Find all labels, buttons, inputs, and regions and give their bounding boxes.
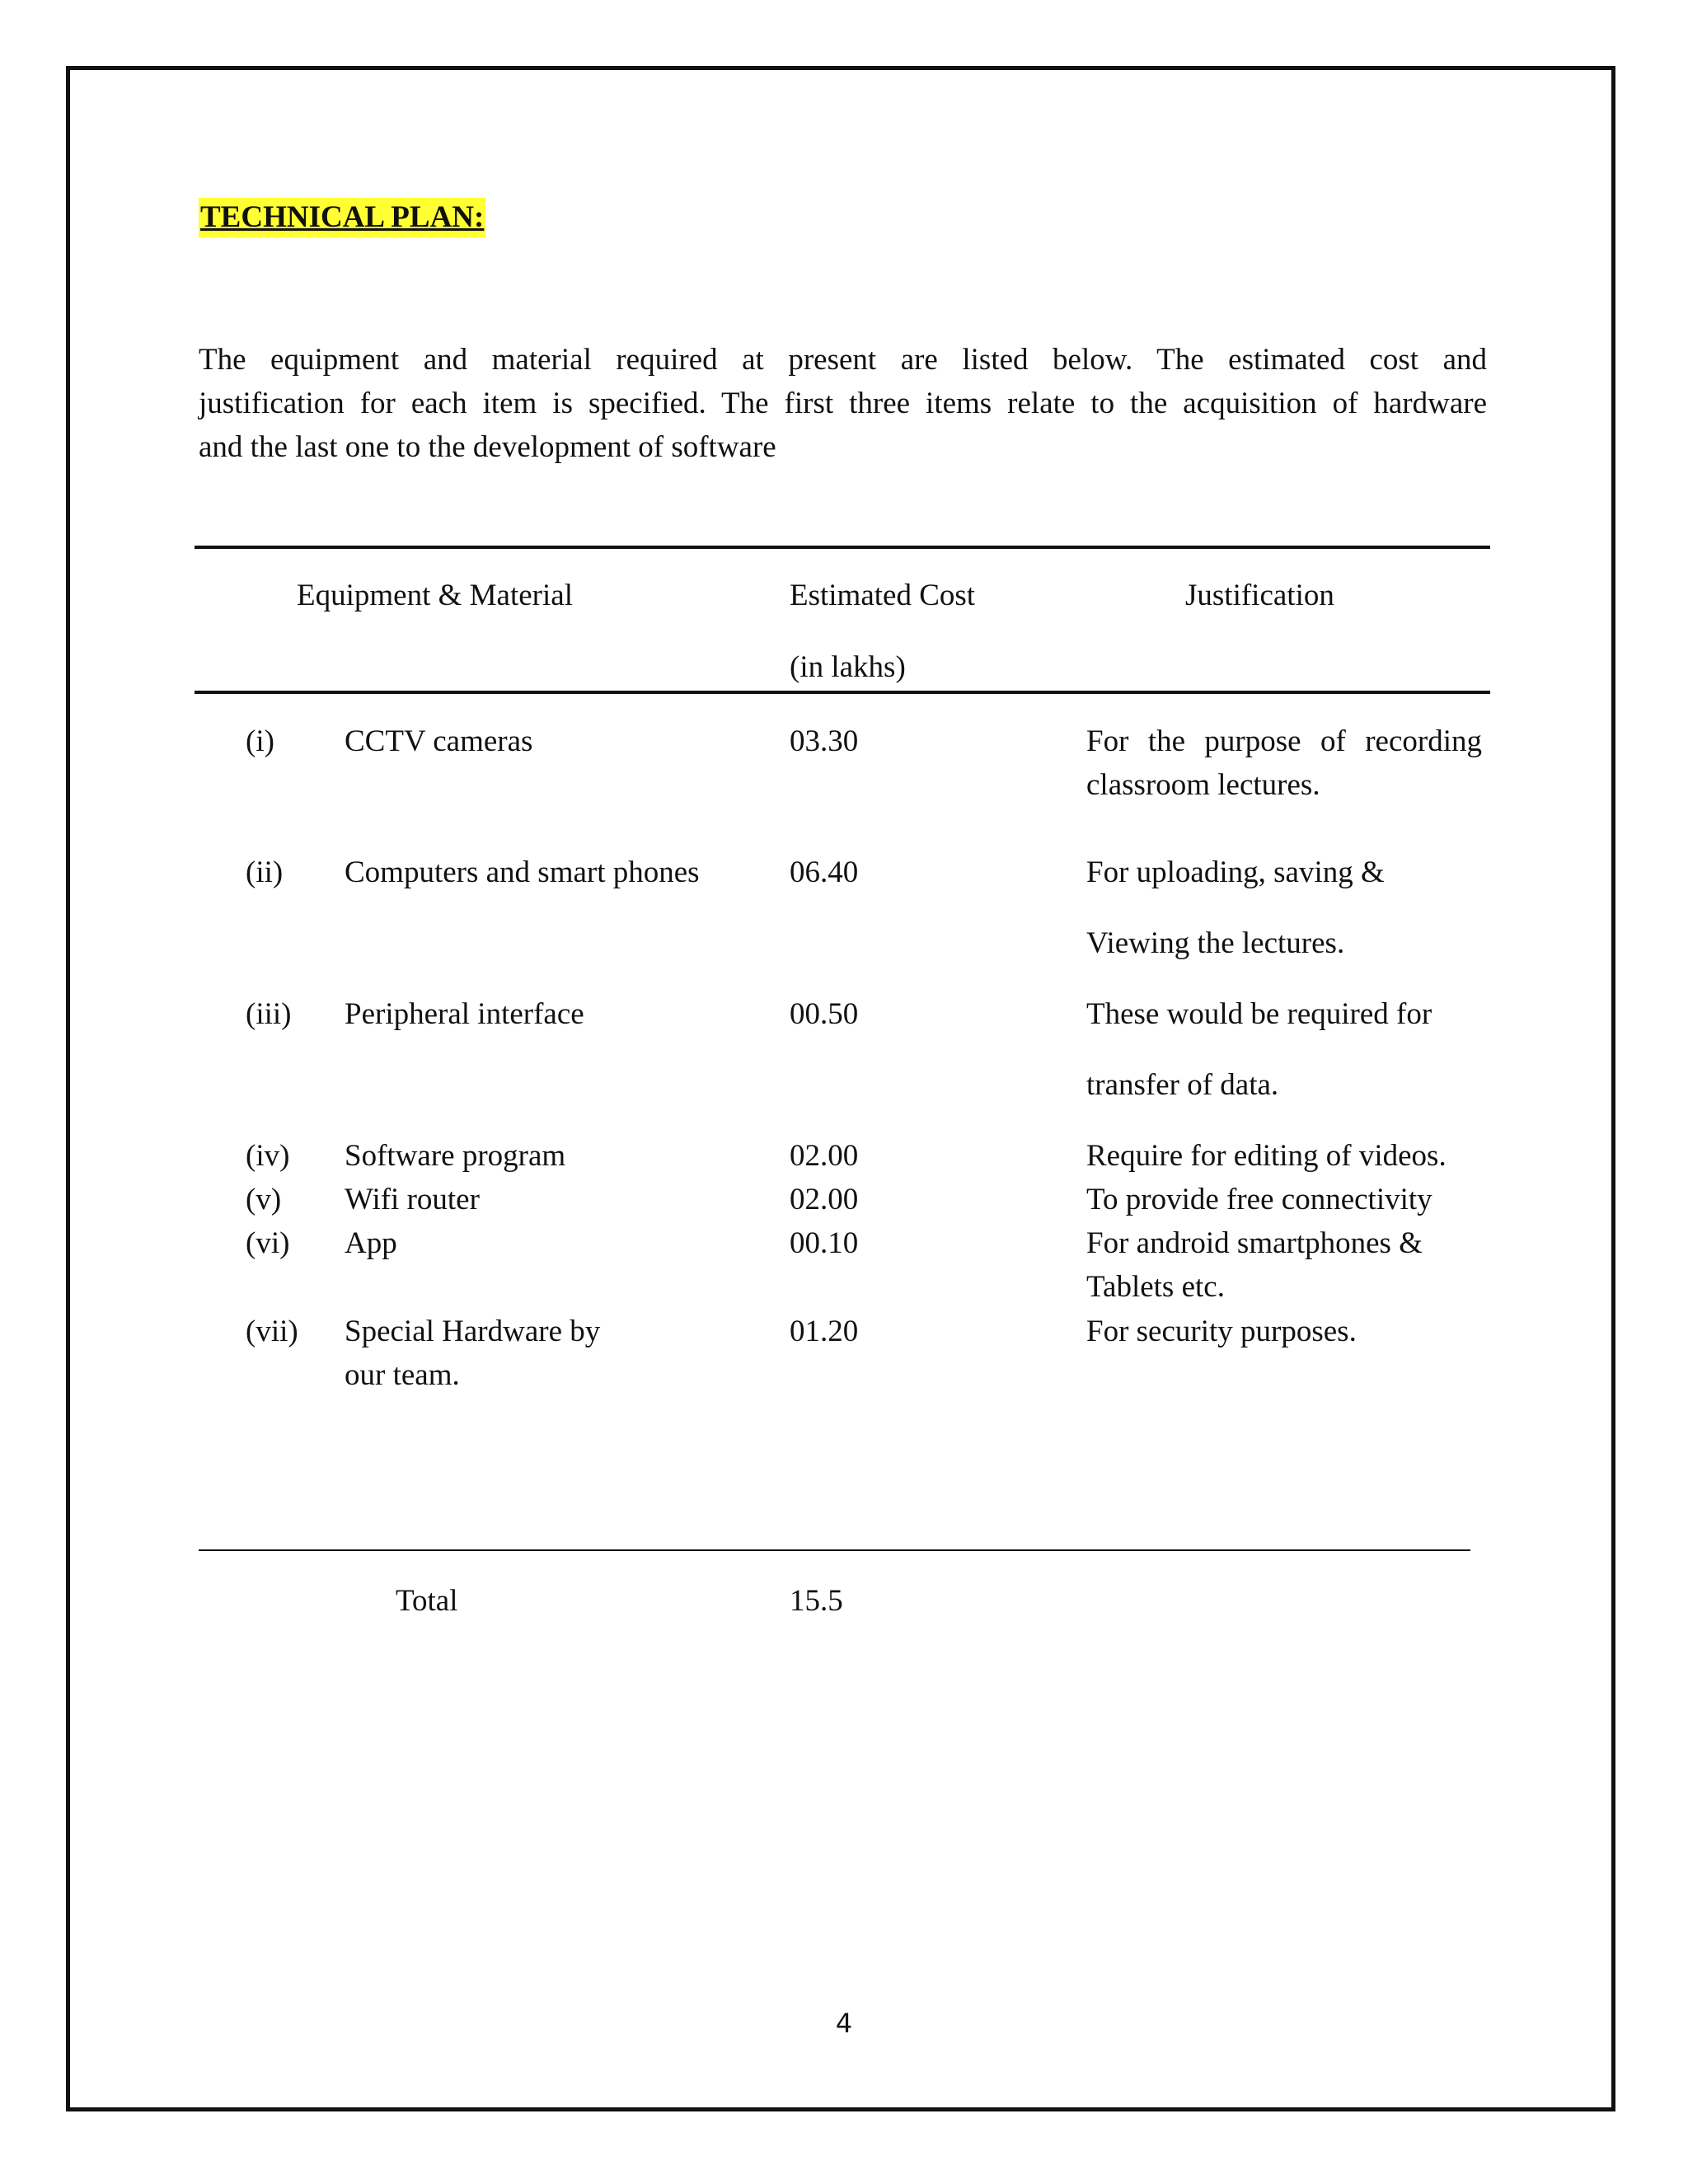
row-number: (iii): [246, 997, 292, 1031]
row-item: App: [345, 1226, 397, 1260]
row-justification: classroom lectures.: [1086, 768, 1320, 802]
row-number: (vi): [246, 1226, 290, 1260]
intro-line-1: The equipment and material required at present are listed below. The estimated cost and: [199, 343, 1487, 377]
header-equipment: Equipment & Material: [297, 579, 573, 612]
header-cost: Estimated Cost: [790, 579, 976, 612]
total-value: 15.5: [790, 1584, 843, 1618]
row-cost: 03.30: [790, 724, 859, 758]
row-cost: 00.10: [790, 1226, 859, 1260]
row-item: Peripheral interface: [345, 997, 584, 1031]
table-top-rule: [195, 546, 1490, 549]
row-cost: 00.50: [790, 997, 859, 1031]
intro-line-2: justification for each item is specified. The first three items relate to the acquisition of hardware: [199, 387, 1487, 420]
table-header-rule: [195, 691, 1490, 694]
row-justification: For security purposes.: [1086, 1315, 1357, 1348]
total-rule: [199, 1549, 1470, 1551]
page-number: 4: [835, 2008, 853, 2039]
row-number: (vii): [246, 1315, 298, 1348]
total-label: Total: [396, 1584, 458, 1618]
row-number: (v): [246, 1183, 282, 1216]
row-justification: These would be required for: [1086, 997, 1432, 1031]
row-cost: 02.00: [790, 1139, 859, 1173]
row-item: Wifi router: [345, 1183, 480, 1216]
section-heading: TECHNICAL PLAN:: [199, 198, 485, 237]
row-justification: transfer of data.: [1086, 1068, 1279, 1102]
row-justification: For android smartphones &: [1086, 1226, 1423, 1260]
row-cost: 02.00: [790, 1183, 859, 1216]
row-item: our team.: [345, 1358, 460, 1392]
row-cost: 01.20: [790, 1315, 859, 1348]
row-justification: For the purpose of recording: [1086, 724, 1482, 758]
row-number: (i): [246, 724, 274, 758]
row-cost: 06.40: [790, 855, 859, 889]
row-item: Special Hardware by: [345, 1315, 601, 1348]
row-justification: Tablets etc.: [1086, 1270, 1225, 1304]
row-number: (ii): [246, 855, 284, 889]
row-justification: Viewing the lectures.: [1086, 926, 1345, 960]
intro-paragraph: [199, 338, 1487, 469]
row-item: Software program: [345, 1139, 566, 1173]
row-justification: For uploading, saving &: [1086, 855, 1385, 889]
header-justification: Justification: [1185, 579, 1334, 612]
row-item: CCTV cameras: [345, 724, 533, 758]
row-justification: To provide free connectivity: [1086, 1183, 1432, 1216]
row-number: (iv): [246, 1139, 290, 1173]
row-item: Computers and smart phones: [345, 855, 700, 889]
intro-line-3: and the last one to the development of software: [199, 430, 776, 464]
header-cost-unit: (in lakhs): [790, 650, 906, 684]
row-justification: Require for editing of videos.: [1086, 1139, 1447, 1173]
